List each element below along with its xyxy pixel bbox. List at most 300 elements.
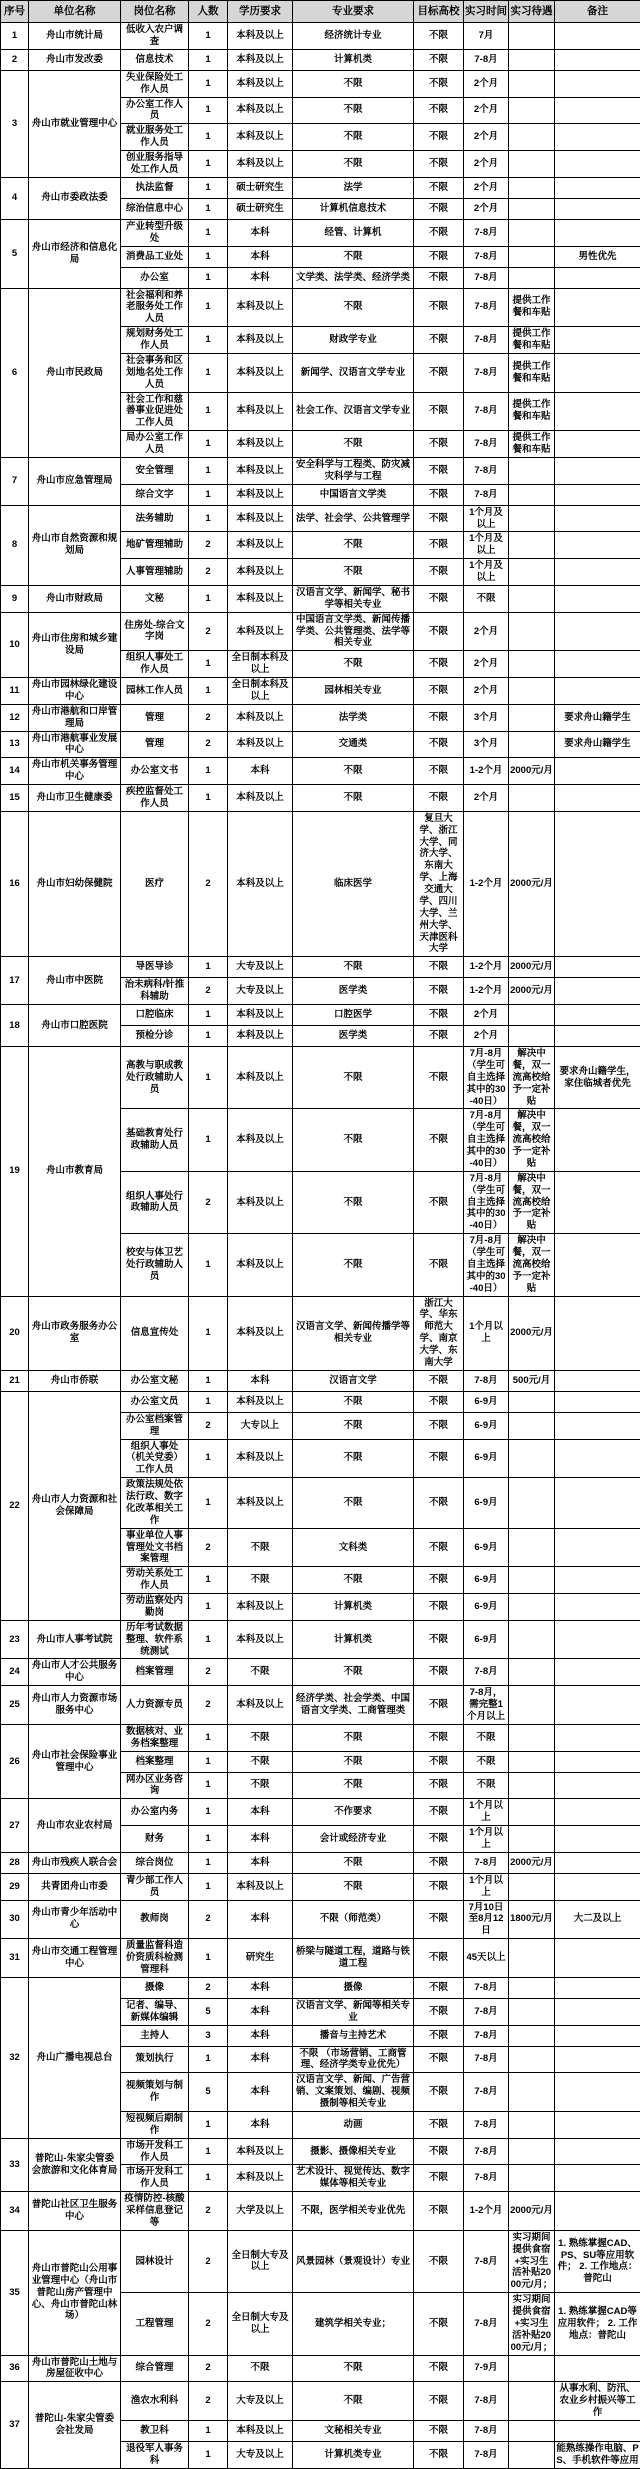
cell-position-title: 消费品工业处 [121,246,189,267]
cell-education: 本科及以上 [228,2420,293,2441]
cell-intern-time: 7-8月 [464,457,509,484]
cell-major: 经济学类、社会学类、中国语言文学类、工商管理类 [293,1686,414,1725]
cell-headcount: 1 [189,219,228,246]
cell-major: 风景园林（景观设计）专业 [293,2230,414,2292]
cell-remark [555,2355,640,2382]
cell-education: 大专及以上 [228,957,293,978]
cell-education: 本科及以上 [228,1005,293,1026]
cell-position-title: 社会事务和区划地名处工作人员 [121,353,189,392]
cell-target-school: 不限 [414,1686,464,1725]
position-row [1,731,640,758]
cell-major: 汉语言文学、新闻、广告营销、文案策划、编剧、视频摄制等相关专业 [293,2073,414,2112]
cell-remark [555,559,640,586]
cell-intern-pay [509,1567,555,1594]
cell-intern-pay [509,1873,555,1900]
cell-headcount: 1 [189,1620,228,1659]
cell-position-title: 组织人事处（机关党委）工作人员 [121,1439,189,1478]
position-row [1,585,640,612]
cell-intern-pay [509,1412,555,1439]
cell-headcount: 1 [189,2441,228,2468]
cell-intern-time: 1-2个月 [464,978,509,1005]
cell-position-title: 短视频后期制作 [121,2111,189,2138]
cell-row-no: 7 [1,457,29,505]
cell-position-title: 办公室档案管理 [121,1412,189,1439]
cell-position-title: 市场开发科工作人员 [121,2138,189,2165]
cell-remark [555,1391,640,1412]
cell-position-title: 综合岗位 [121,1852,189,1873]
cell-intern-pay [509,177,555,198]
cell-intern-time: 1个月及以上 [464,532,509,559]
cell-position-title: 档案管理 [121,1659,189,1686]
cell-row-no: 5 [1,219,29,288]
cell-intern-time: 7-8月 [464,327,509,354]
cell-intern-time: 不限 [464,585,509,612]
cell-major: 不限 [293,1567,414,1594]
cell-education: 本科及以上 [228,505,293,532]
cell-headcount: 5 [189,1998,228,2025]
cell-intern-time: 7月10日至8月12日 [464,1900,509,1939]
cell-headcount: 1 [189,505,228,532]
cell-major: 不限 [293,151,414,178]
cell-intern-pay: 2000元/月 [509,758,555,785]
cell-target-school: 不限 [414,1939,464,1978]
cell-headcount: 1 [189,1296,228,1370]
cell-unit-name: 舟山市统计局 [29,23,121,50]
cell-intern-pay [509,2441,555,2468]
cell-major: 不限 （市场营销、工商管理、经济学类专业优先） [293,2046,414,2073]
cell-intern-time: 7-8月 [464,484,509,505]
cell-remark [555,1998,640,2025]
cell-headcount: 2 [189,978,228,1005]
col-remark: 备注 [555,1,640,23]
cell-target-school: 不限 [414,23,464,50]
cell-remark [555,2138,640,2165]
cell-education: 不限 [228,1724,293,1751]
cell-target-school: 不限 [414,1659,464,1686]
position-row [1,1852,640,1873]
cell-headcount: 2 [189,1528,228,1567]
cell-education: 大专及以上 [228,978,293,1005]
cell-major: 不限 [293,651,414,678]
cell-headcount: 1 [189,97,228,124]
cell-education: 全日制大专及以上 [228,2230,293,2292]
cell-intern-time: 6-9月 [464,1620,509,1659]
cell-row-no: 33 [1,2138,29,2192]
cell-target-school: 不限 [414,1977,464,1998]
cell-intern-time: 7-8月 [464,431,509,458]
cell-intern-time: 2个月 [464,1026,509,1047]
cell-headcount: 1 [189,1826,228,1853]
cell-position-title: 渔农水利科 [121,2382,189,2421]
cell-remark: 大二及以上 [555,1900,640,1939]
cell-remark [555,353,640,392]
cell-intern-time: 7-8月 [464,392,509,431]
cell-intern-pay [509,246,555,267]
cell-row-no: 28 [1,1852,29,1873]
cell-unit-name: 舟山市教育局 [29,1047,121,1297]
cell-intern-pay: 2000元/月 [509,1296,555,1370]
cell-headcount: 1 [189,1594,228,1621]
cell-headcount: 2 [189,2192,228,2231]
cell-education: 本科及以上 [228,532,293,559]
cell-headcount: 1 [189,957,228,978]
cell-headcount: 1 [189,2046,228,2073]
cell-position-title: 办公室文书 [121,758,189,785]
cell-position-title: 教师岗 [121,1900,189,1939]
cell-unit-name: 舟山市人事考试院 [29,1620,121,1659]
cell-target-school: 不限 [414,1109,464,1171]
cell-intern-time: 7月 [464,23,509,50]
cell-position-title: 口腔临床 [121,1005,189,1026]
cell-target-school: 不限 [414,2073,464,2112]
cell-remark [555,678,640,705]
cell-education: 本科及以上 [228,1109,293,1171]
cell-position-title: 导医导诊 [121,957,189,978]
cell-unit-name: 舟山市交通工程管理中心 [29,1939,121,1978]
cell-intern-time: 7-8月 [464,2230,509,2292]
cell-intern-time: 7-8月 [464,2165,509,2192]
cell-major: 不限 [293,957,414,978]
cell-headcount: 1 [189,392,228,431]
cell-target-school: 不限 [414,1171,464,1233]
cell-education: 本科及以上 [228,1171,293,1233]
cell-unit-name: 舟山市中医院 [29,957,121,1005]
cell-education: 本科及以上 [228,1026,293,1047]
cell-headcount: 1 [189,1939,228,1978]
cell-position-title: 记者、编导、新媒体编辑 [121,1998,189,2025]
cell-headcount: 2 [189,559,228,586]
cell-headcount: 2 [189,704,228,731]
cell-major: 不限 [293,1659,414,1686]
cell-education: 大学及以上 [228,2192,293,2231]
cell-intern-time: 1-2个月 [464,811,509,957]
cell-intern-pay [509,532,555,559]
cell-remark: 男性优先 [555,246,640,267]
cell-position-title: 就业服务处工作人员 [121,124,189,151]
cell-remark [555,585,640,612]
cell-major: 不限，医学相关专业优先 [293,2192,414,2231]
cell-headcount: 1 [189,1370,228,1391]
cell-headcount: 1 [189,1772,228,1799]
cell-remark [555,1620,640,1659]
cell-intern-pay [509,1528,555,1567]
cell-row-no: 34 [1,2192,29,2231]
cell-major: 经管、计算机 [293,219,414,246]
cell-education: 本科及以上 [228,49,293,70]
cell-target-school: 不限 [414,2230,464,2292]
cell-major: 计算机信息技术 [293,198,414,219]
col-intern-time: 实习时间 [464,1,509,23]
cell-intern-pay [509,70,555,97]
cell-intern-time: 1个月及以上 [464,559,509,586]
cell-intern-pay [509,1391,555,1412]
cell-target-school: 不限 [414,2138,464,2165]
cell-remark [555,1799,640,1826]
cell-intern-time: 3个月 [464,704,509,731]
cell-intern-pay: 1800元/月 [509,1900,555,1939]
cell-remark [555,70,640,97]
cell-education: 本科及以上 [228,1391,293,1412]
cell-unit-name: 舟山市发改委 [29,49,121,70]
cell-headcount: 2 [189,1412,228,1439]
cell-position-title: 信息宣传处 [121,1296,189,1370]
cell-row-no: 19 [1,1047,29,1297]
cell-education: 大专及以上 [228,2382,293,2421]
cell-major: 计算机类专业 [293,2441,414,2468]
cell-intern-pay: 实习期间提供食宿+实习生活补贴2000元/月； [509,2230,555,2292]
cell-remark [555,457,640,484]
cell-target-school: 不限 [414,559,464,586]
cell-target-school: 不限 [414,288,464,327]
cell-target-school: 不限 [414,353,464,392]
cell-intern-time: 2个月 [464,612,509,651]
cell-headcount: 1 [189,1109,228,1171]
cell-row-no: 6 [1,288,29,457]
cell-major: 桥梁与隧道工程，道路与铁道工程 [293,1939,414,1978]
cell-target-school: 不限 [414,1900,464,1939]
cell-intern-time: 2个月 [464,97,509,124]
cell-row-no: 26 [1,1724,29,1799]
cell-remark [555,2420,640,2441]
cell-major: 不限 [293,1478,414,1529]
cell-headcount: 1 [189,1799,228,1826]
cell-target-school: 不限 [414,198,464,219]
cell-remark [555,392,640,431]
cell-education: 本科及以上 [228,1620,293,1659]
cell-intern-pay [509,678,555,705]
cell-intern-pay [509,1686,555,1725]
col-headcount: 人数 [189,1,228,23]
cell-intern-time: 7-8月 [464,288,509,327]
cell-intern-time: 7-9月 [464,2355,509,2382]
cell-intern-pay [509,2165,555,2192]
cell-position-title: 组织人事处行政辅助人员 [121,1171,189,1233]
cell-major: 不限 [293,2382,414,2421]
cell-intern-pay [509,1439,555,1478]
cell-position-title: 校安与体卫艺处行政辅助人员 [121,1234,189,1296]
cell-education: 本科 [228,2111,293,2138]
cell-major: 摄像 [293,1977,414,1998]
cell-remark [555,2046,640,2073]
cell-remark [555,484,640,505]
cell-remark [555,532,640,559]
cell-position-title: 办公室文员 [121,1391,189,1412]
position-row [1,457,640,484]
cell-remark [555,1826,640,1853]
cell-education: 本科及以上 [228,484,293,505]
cell-position-title: 产业转型升级处 [121,219,189,246]
cell-position-title: 低收入农户调查 [121,23,189,50]
cell-major: 临床医学 [293,811,414,957]
cell-remark [555,1977,640,1998]
cell-remark [555,219,640,246]
cell-row-no: 9 [1,585,29,612]
cell-row-no: 18 [1,1005,29,1047]
cell-education: 本科及以上 [228,288,293,327]
cell-headcount: 2 [189,612,228,651]
cell-major: 不限 [293,288,414,327]
cell-intern-time: 7月-8月（学生可自主选择其中的30-40日） [464,1234,509,1296]
position-row [1,1686,640,1725]
cell-position-title: 青少部工作人员 [121,1873,189,1900]
cell-row-no: 27 [1,1799,29,1853]
cell-position-title: 政策法规处依法行政、数字化改革相关工作 [121,1478,189,1529]
cell-education: 本科及以上 [228,1686,293,1725]
cell-headcount: 5 [189,2073,228,2112]
cell-intern-time: 2个月 [464,678,509,705]
cell-intern-time: 7-8月 [464,267,509,288]
cell-intern-pay: 提供工作餐和车贴 [509,353,555,392]
cell-target-school: 不限 [414,1391,464,1412]
cell-intern-time: 2个月 [464,124,509,151]
cell-unit-name: 舟山市应急管理局 [29,457,121,505]
cell-target-school: 不限 [414,612,464,651]
cell-headcount: 2 [189,532,228,559]
cell-major: 汉语言文学 [293,1370,414,1391]
cell-position-title: 历年考试数据整理、软件系统测试 [121,1620,189,1659]
cell-intern-pay [509,484,555,505]
cell-major: 口腔医学 [293,1005,414,1026]
cell-position-title: 办公室工作人员 [121,97,189,124]
cell-row-no: 14 [1,758,29,785]
cell-intern-time: 6-9月 [464,1594,509,1621]
cell-headcount: 1 [189,1005,228,1026]
cell-intern-pay [509,651,555,678]
cell-position-title: 办公室内务 [121,1799,189,1826]
cell-row-no: 10 [1,612,29,677]
cell-remark [555,177,640,198]
cell-unit-name: 舟山市卫生健康委 [29,785,121,812]
cell-headcount: 2 [189,1900,228,1939]
cell-target-school: 不限 [414,1826,464,1853]
cell-intern-time: 2个月 [464,151,509,178]
position-row [1,678,640,705]
cell-target-school: 不限 [414,49,464,70]
cell-intern-time: 7-8月 [464,1370,509,1391]
cell-position-title: 园林工作人员 [121,678,189,705]
cell-unit-name: 舟山市港航事业发展中心 [29,731,121,758]
col-unit-name: 单位名称 [29,1,121,23]
cell-remark [555,1478,640,1529]
cell-unit-name: 舟山市住房和城乡建设局 [29,612,121,677]
cell-major: 不限 [293,2355,414,2382]
cell-intern-pay: 实习期间提供食宿+实习生活补贴2000元/月； [509,2293,555,2355]
cell-intern-time: 7-8月，需完整1个月以上 [464,1686,509,1725]
position-row [1,758,640,785]
cell-intern-time: 2个月 [464,198,509,219]
cell-row-no: 17 [1,957,29,1005]
cell-education: 本科 [228,246,293,267]
cell-unit-name: 舟山市普陀山土地与房屋征收中心 [29,2355,121,2382]
cell-remark [555,267,640,288]
cell-education: 本科及以上 [228,1296,293,1370]
cell-education: 硕士研究生 [228,177,293,198]
cell-target-school: 不限 [414,457,464,484]
cell-education: 本科及以上 [228,457,293,484]
cell-intern-pay [509,1826,555,1853]
cell-target-school: 不限 [414,978,464,1005]
cell-headcount: 1 [189,457,228,484]
cell-major: 建筑学相关专业； [293,2293,414,2355]
cell-headcount: 1 [189,246,228,267]
cell-intern-pay: 解决中餐，双一流高校给予一定补贴 [509,1109,555,1171]
cell-target-school: 不限 [414,1594,464,1621]
position-row [1,2355,640,2382]
cell-position-title: 治未病科/针推科辅助 [121,978,189,1005]
cell-unit-name: 普陀山-朱家尖管委会社发局 [29,2382,121,2468]
cell-intern-pay [509,2420,555,2441]
cell-remark: 要求舟山籍学生，家住临城者优先 [555,1047,640,1109]
cell-major: 播音与主持艺术 [293,2025,414,2046]
cell-intern-pay [509,704,555,731]
cell-remark [555,612,640,651]
cell-major: 文秘相关专业 [293,2420,414,2441]
cell-target-school: 不限 [414,2420,464,2441]
cell-row-no: 31 [1,1939,29,1978]
cell-position-title: 办公室 [121,267,189,288]
cell-intern-time: 1个月以上 [464,1826,509,1853]
cell-position-title: 高教与职成教处行政辅助人员 [121,1047,189,1109]
cell-headcount: 1 [189,1047,228,1109]
cell-education: 硕士研究生 [228,198,293,219]
cell-target-school: 不限 [414,1047,464,1109]
cell-remark [555,1659,640,1686]
position-row [1,1370,640,1391]
cell-headcount: 1 [189,1567,228,1594]
cell-row-no: 12 [1,704,29,731]
cell-intern-pay: 提供工作餐和车贴 [509,327,555,354]
cell-headcount: 1 [189,288,228,327]
cell-position-title: 教卫科 [121,2420,189,2441]
position-row [1,219,640,246]
cell-major: 不限 [293,1412,414,1439]
cell-unit-name: 舟山市残疾人联合会 [29,1852,121,1873]
cell-remark: 能熟练操作电脑、PS、手机软件等应用 [555,2441,640,2468]
cell-major: 不限 [293,431,414,458]
cell-position-title: 医疗 [121,811,189,957]
cell-headcount: 1 [189,758,228,785]
cell-target-school: 不限 [414,2165,464,2192]
cell-remark [555,1528,640,1567]
cell-position-title: 视频策划与制作 [121,2073,189,2112]
cell-row-no: 15 [1,785,29,812]
cell-major: 汉语言文学、新闻学、秘书学等相关专业 [293,585,414,612]
cell-intern-time: 3个月 [464,731,509,758]
position-row [1,1391,640,1412]
cell-unit-name: 舟山市民政局 [29,288,121,457]
cell-remark [555,1296,640,1370]
cell-major: 汉语言文学、新闻传播学等相关专业 [293,1296,414,1370]
cell-headcount: 1 [189,1724,228,1751]
cell-intern-pay: 解决中餐，双一流高校给予一定补贴 [509,1171,555,1233]
cell-education: 全日制本科及以上 [228,678,293,705]
cell-unit-name: 舟山市人力资源和社会保障局 [29,1391,121,1620]
cell-major: 计算机类 [293,1620,414,1659]
cell-target-school: 不限 [414,431,464,458]
cell-remark [555,651,640,678]
cell-remark [555,957,640,978]
cell-headcount: 1 [189,2111,228,2138]
cell-intern-time: 7-8月 [464,1998,509,2025]
cell-education: 不限 [228,1659,293,1686]
cell-intern-pay [509,585,555,612]
cell-position-title: 地矿管理辅助 [121,532,189,559]
cell-intern-pay [509,2382,555,2421]
cell-target-school: 不限 [414,1234,464,1296]
cell-remark [555,1852,640,1873]
cell-position-title: 园林设计 [121,2230,189,2292]
cell-intern-time: 7-8月 [464,246,509,267]
